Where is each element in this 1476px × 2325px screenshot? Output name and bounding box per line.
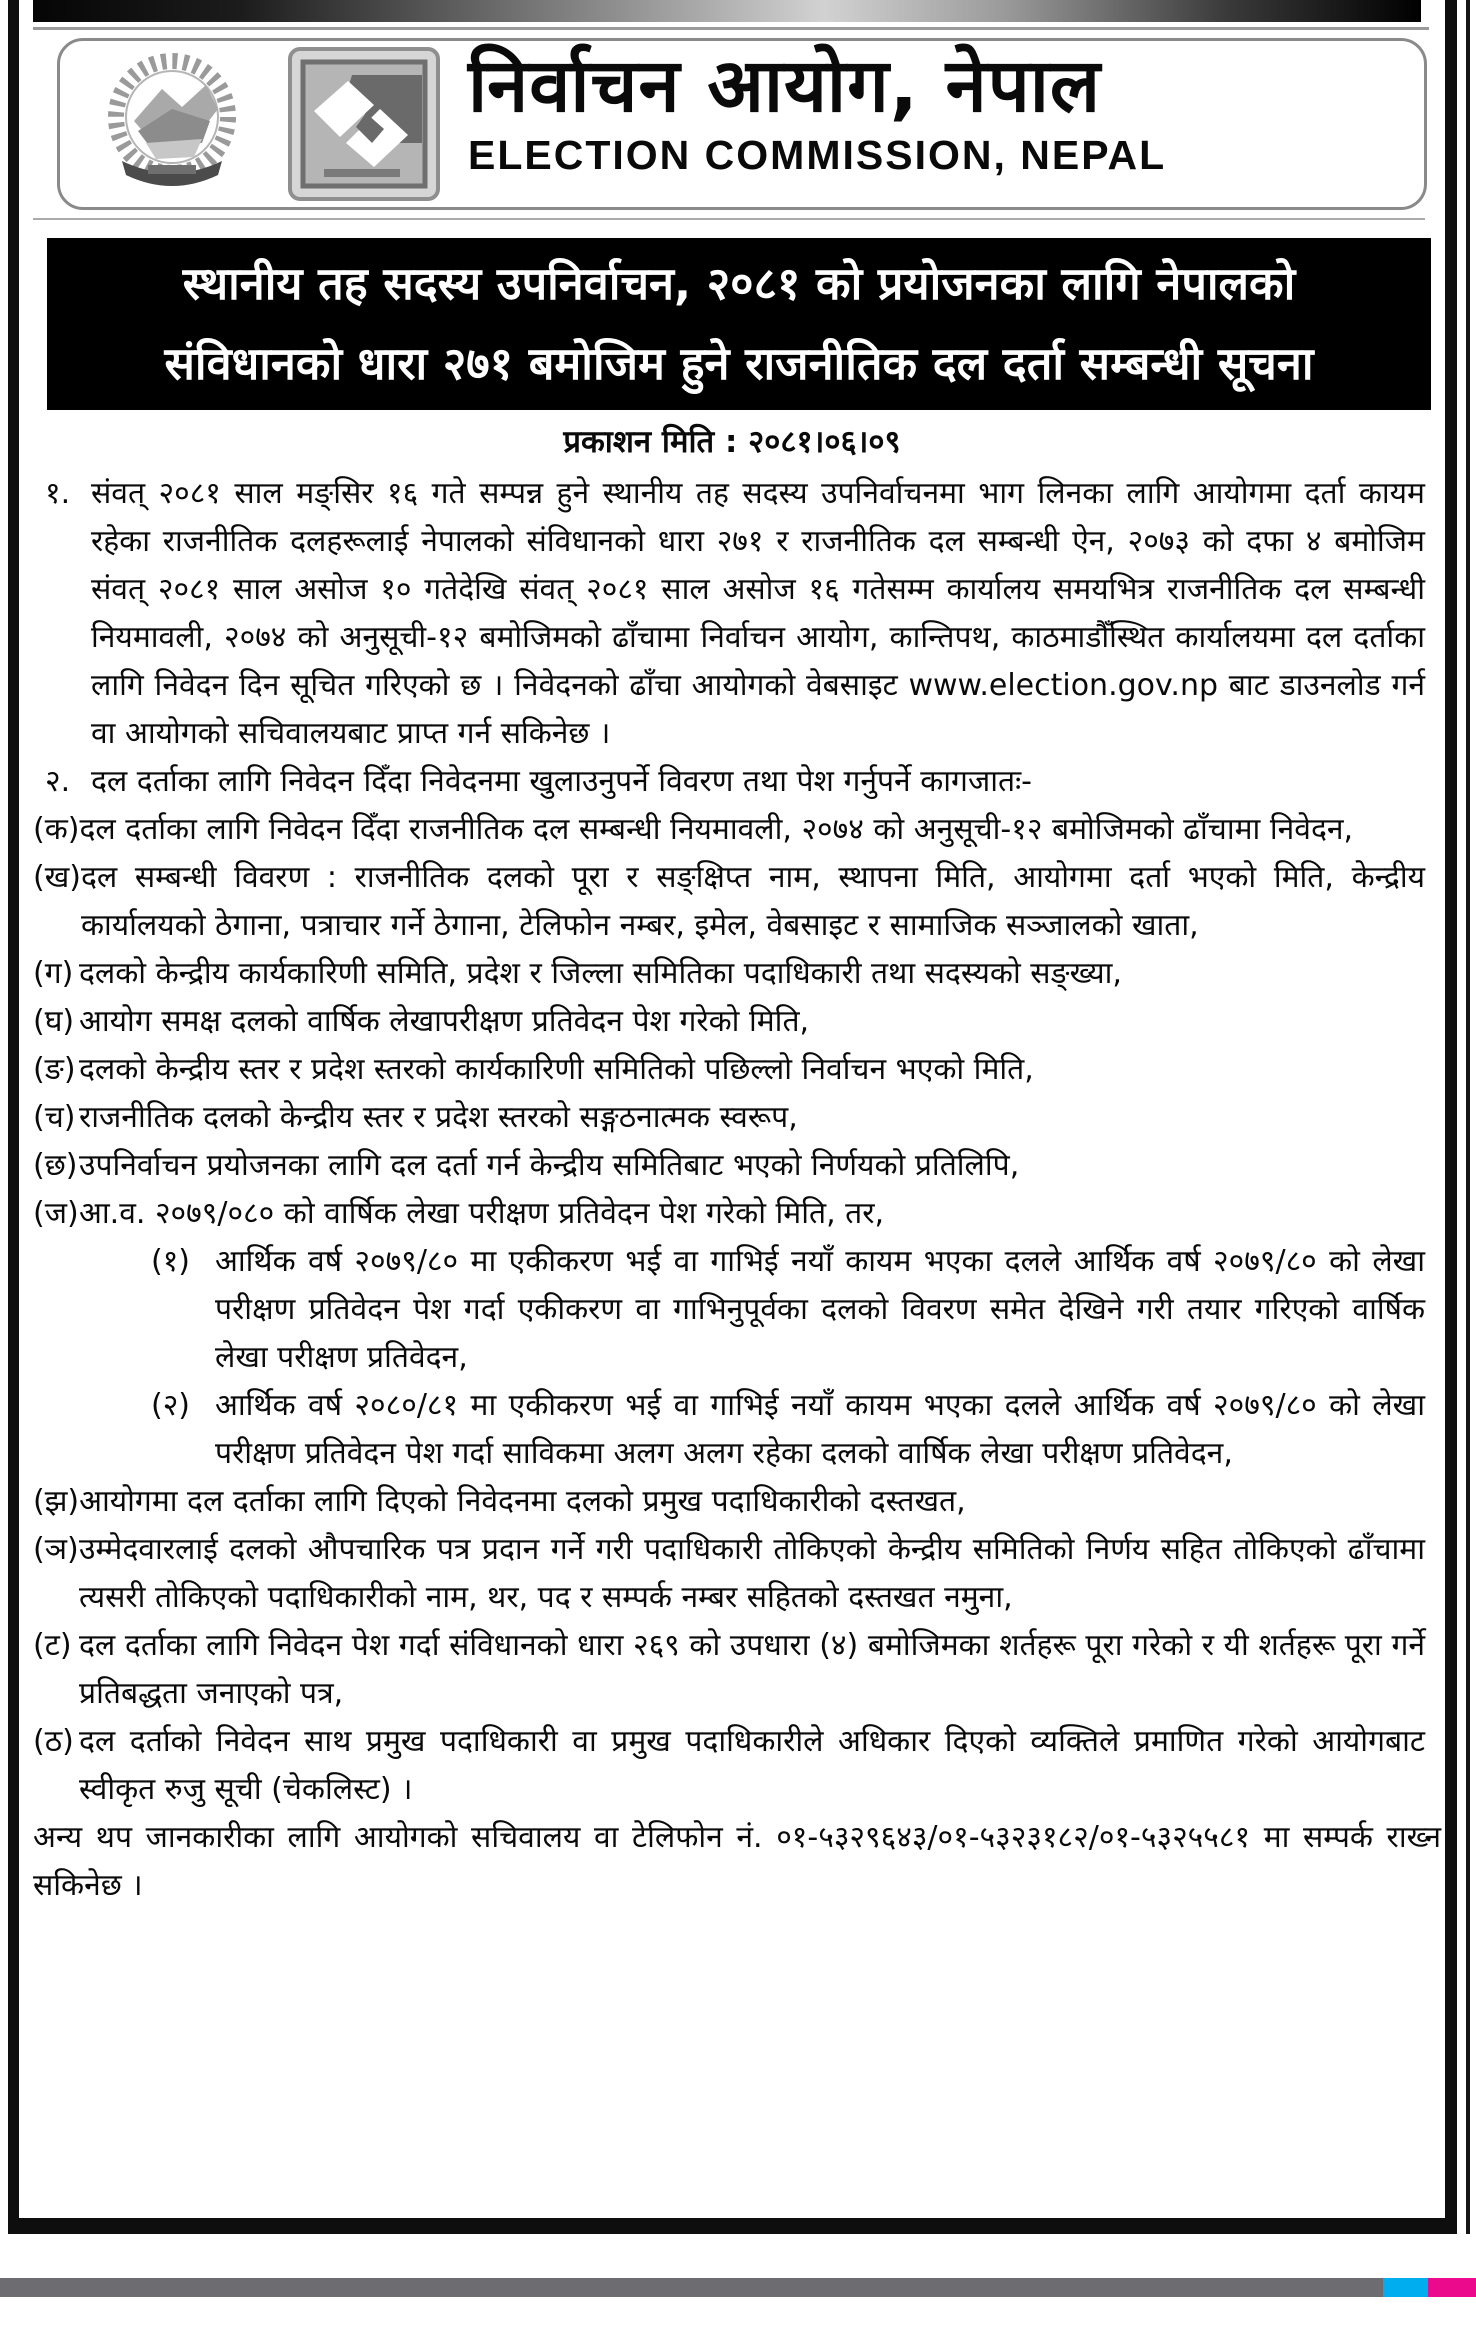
contact-note: अन्य थप जानकारीका लागि आयोगको सचिवालय वा टेलिफोन नं. ०१-५३२९६४३/०१-५३२३१८२/०१-५३२५५८१ मा सम्पर्क राख्न सकिनेछ ।	[33, 1820, 1441, 1903]
item-text: दल सम्बन्धी विवरण : राजनीतिक दलको पूरा र सङ्क्षिप्त नाम, स्थापना मिति, आयोगमा दर्ता भएको मिति, केन्द्रीय कार्यालयको ठेगाना, पत्राचार गर्ने ठेगाना, टेलिफोन नम्बर, इमेल, वेबसाइट र सामाजिक सञ्जालको खाता,	[80, 860, 1425, 943]
nepal-coat-of-arms-icon	[86, 51, 258, 197]
item-label: २.	[45, 764, 71, 799]
list-item	[19, 1382, 1425, 1478]
strip-gray-segment	[0, 2278, 1383, 2297]
list-item	[19, 1046, 1425, 1094]
list-item	[19, 998, 1425, 1046]
item-text: आर्थिक वर्ष २०८०/८१ मा एकीकरण भई वा गाभिई नयाँ कायम भएका दलले आर्थिक वर्ष २०७९/८० को लेखा परीक्षण प्रतिवेदन पेश गर्दा साविकमा अलग अलग रहेका दलको वार्षिक लेखा परीक्षण प्रतिवेदन,	[215, 1388, 1425, 1471]
item-label: (च)	[33, 1100, 76, 1135]
item-text: उम्मेदवारलाई दलको औपचारिक पत्र प्रदान गर्ने गरी पदाधिकारी तोकिएको केन्द्रीय समितिको निर्णय सहित तोकिएको ढाँचामा त्यसरी तोकिएको पदाधिकारीको नाम, थर, पद र सम्पर्क नम्बर सहितको दस्तखत नमुना,	[79, 1532, 1425, 1615]
item-text: दलको केन्द्रीय कार्यकारिणी समिति, प्रदेश र जिल्ला समितिका पदाधिकारी तथा सदस्यको सङ्ख्या,	[79, 956, 1122, 991]
list-item	[19, 758, 1425, 806]
banner-line-1: स्थानीय तह सदस्य उपनिर्वाचन, २०८१ को प्रयोजनका लागि नेपालको	[182, 257, 1296, 310]
item-text: आर्थिक वर्ष २०७९/८० मा एकीकरण भई वा गाभिई नयाँ कायम भएका दलले आर्थिक वर्ष २०७९/८० को लेखा परीक्षण प्रतिवेदन पेश गर्दा एकीकरण वा गाभिनुपूर्वका दलको विवरण समेत देखिने गरी तयार गरिएको वार्षिक लेखा परीक्षण प्रतिवेदन,	[215, 1244, 1425, 1375]
list-item	[19, 950, 1425, 998]
list-item	[19, 1190, 1425, 1238]
item-text: आयोगमा दल दर्ताका लागि दिएको निवेदनमा दलको प्रमुख पदाधिकारीको दस्तखत,	[79, 1484, 966, 1519]
page-column-rule	[1466, 0, 1470, 2234]
list-item	[19, 1238, 1425, 1382]
commission-title-english: ELECTION COMMISSION, NEPAL	[468, 132, 1167, 178]
item-text: आ.व. २०७९/०८० को वार्षिक लेखा परीक्षण प्रतिवेदन पेश गरेको मिति, तर,	[79, 1196, 885, 1231]
commission-title-nepali: निर्वाचन आयोग, नेपाल	[468, 43, 1102, 129]
item-label: (ट)	[33, 1628, 72, 1663]
strip-cyan-segment	[1383, 2278, 1428, 2297]
item-label: (२)	[151, 1388, 191, 1423]
list-item	[19, 854, 1425, 950]
item-text: दल दर्ताको निवेदन साथ प्रमुख पदाधिकारी वा प्रमुख पदाधिकारीले अधिकार दिएको व्यक्तिले प्रमाणित गरेको आयोगबाट स्वीकृत रुजु सूची (चेकलिस्ट) ।	[79, 1724, 1425, 1807]
list-item	[19, 470, 1425, 758]
item-text: आयोग समक्ष दलको वार्षिक लेखापरीक्षण प्रतिवेदन पेश गरेको मिति,	[79, 1004, 810, 1039]
strip-magenta-segment	[1428, 2278, 1476, 2297]
notice-title-banner	[47, 238, 1431, 410]
ballot-box-icon	[288, 47, 440, 201]
top-gradient-bar	[33, 0, 1421, 22]
list-item	[19, 1142, 1425, 1190]
list-item	[19, 806, 1425, 854]
item-label: (ख)	[33, 860, 81, 895]
publication-date: प्रकाशन मिति : २०८१।०६।०९	[563, 424, 901, 460]
list-item	[19, 1526, 1425, 1622]
commission-titles	[468, 43, 1410, 181]
list-item	[19, 1718, 1425, 1814]
list-item	[19, 1094, 1425, 1142]
item-text: संवत् २०८१ साल मङ्सिर १६ गते सम्पन्न हुने स्थानीय तह सदस्य उपनिर्वाचनमा भाग लिनका लागि आयोगमा दर्ता कायम रहेका राजनीतिक दलहरूलाई नेपालको संविधानको धारा २७१ र राजनीतिक दल सम्बन्धी ऐन, २०७३ को दफा ४ बमोजिम संवत् २०८१ साल असोज १० गतेदेखि संवत् २०८१ साल असोज १६ गतेसम्म कार्यालय समयभित्र राजनीतिक दल सम्बन्धी नियमावली, २०७४ को अनुसूची-१२ बमोजिमको ढाँचामा निर्वाचन आयोग, कान्तिपथ, काठमाडौँस्थित कार्यालयमा दल दर्ताका लागि निवेदन दिन सूचित गरिएको छ । निवेदनको ढाँचा आयोगको वेबसाइट www.election.gov.np बाट डाउनलोड गर्न वा आयोगको सचिवालयबाट प्राप्त गर्न सकिनेछ ।	[91, 476, 1425, 751]
item-label: (ठ)	[33, 1724, 74, 1759]
item-label: १.	[45, 476, 71, 511]
item-label: (घ)	[33, 1004, 75, 1039]
notice-body	[19, 470, 1425, 1814]
notice-border-box	[8, 0, 1457, 2234]
top-gray-line	[33, 27, 1429, 30]
item-label: (ग)	[33, 956, 74, 991]
item-label: (ञ)	[33, 1532, 79, 1567]
item-text: दलको केन्द्रीय स्तर र प्रदेश स्तरको कार्यकारिणी समितिको पछिल्लो निर्वाचन भएको मिति,	[79, 1052, 1034, 1087]
item-text: उपनिर्वाचन प्रयोजनका लागि दल दर्ता गर्न केन्द्रीय समितिबाट भएको निर्णयको प्रतिलिपि,	[79, 1148, 1020, 1183]
item-label: (क)	[33, 812, 80, 847]
header-separator-line	[33, 218, 1425, 220]
bottom-color-strip	[0, 2278, 1476, 2297]
item-label: (ङ)	[33, 1052, 76, 1087]
item-label: (झ)	[33, 1484, 80, 1519]
item-text: दल दर्ताका लागि निवेदन दिँदा राजनीतिक दल सम्बन्धी नियमावली, २०७४ को अनुसूची-१२ बमोजिमको ढाँचामा निवेदन,	[79, 812, 1354, 847]
item-text: दल दर्ताका लागि निवेदन पेश गर्दा संविधानको धारा २६९ को उपधारा (४) बमोजिमका शर्तहरू पूरा गरेको र यी शर्तहरू पूरा गर्ने प्रतिबद्धता जनाएको पत्र,	[79, 1628, 1425, 1711]
item-label: (ज)	[33, 1196, 79, 1231]
list-item	[19, 1478, 1425, 1526]
banner-line-2: संविधानको धारा २७१ बमोजिम हुने राजनीतिक दल दर्ता सम्बन्धी सूचना	[164, 337, 1314, 390]
list-item	[19, 1622, 1425, 1718]
item-text: राजनीतिक दलको केन्द्रीय स्तर र प्रदेश स्तरको सङ्गठनात्मक स्वरूप,	[79, 1100, 798, 1135]
item-label: (१)	[151, 1244, 191, 1279]
item-text: दल दर्ताका लागि निवेदन दिँदा निवेदनमा खुलाउनुपर्ने विवरण तथा पेश गर्नुपर्ने कागजातः-	[91, 764, 1032, 799]
commission-header	[57, 38, 1427, 210]
item-label: (छ)	[33, 1148, 78, 1183]
